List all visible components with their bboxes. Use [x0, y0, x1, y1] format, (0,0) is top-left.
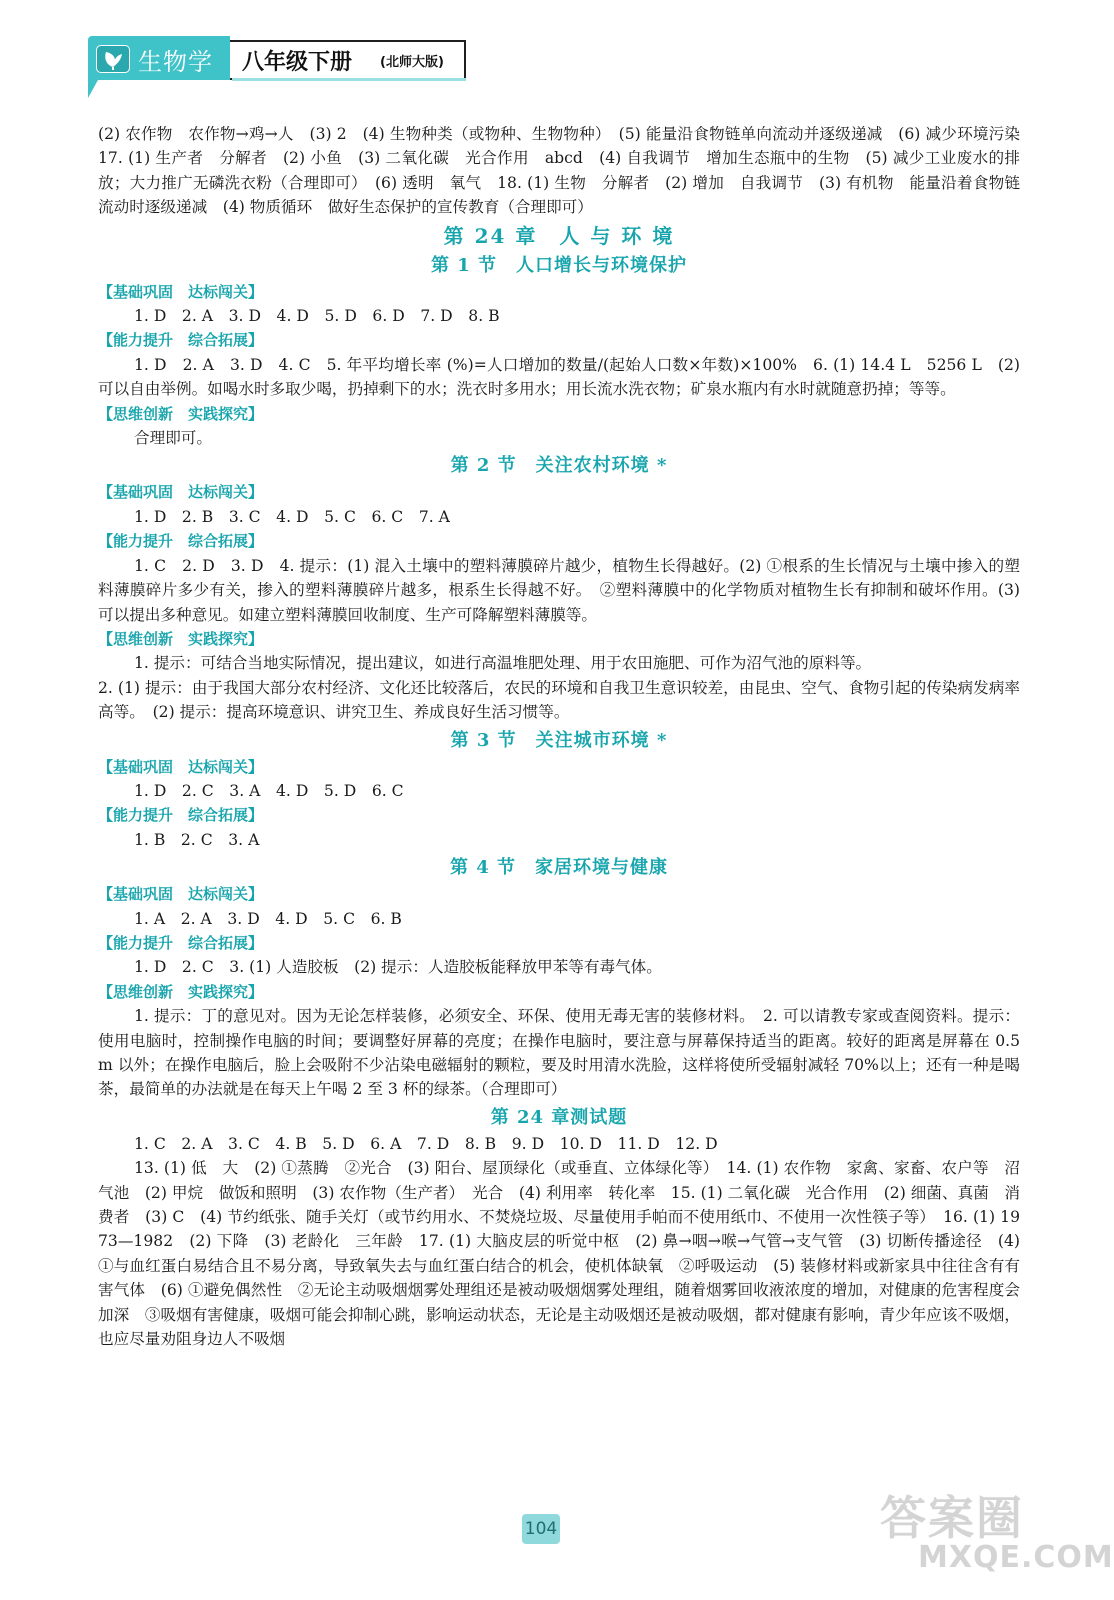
section-2-basic-tag: 【基础巩固 达标闯关】 [98, 483, 264, 502]
section-1-ability-answers: 1. D 2. A 3. D 4. C 5. 年平均增长率 (%)=人口增加的数量/(起始人口数×年数)×100% 6. (1) 14.4 L 5256 L (2) 可以自由举例。如喝水时多取少喝，扔掉剩下的水；洗衣时多用水；用长流水洗衣物；矿泉水瓶内有水时就随意扔掉；等等。 [98, 355, 1020, 399]
section-4-title: 第 4 节 家居环境与健康 [449, 857, 669, 879]
chapter-test-title: 第 24 章测试题 [490, 1106, 628, 1128]
section-4-ability-answers: 1. D 2. C 3. (1) 人造胶板 (2) 提示：人造胶板能释放甲苯等有毒气体。 [134, 958, 662, 977]
header-shadow [232, 78, 466, 81]
section-2-thinking-answer-2: 2. (1) 提示：由于我国大部分农村经济、文化还比较落后，农民的环境和自我卫生意识较差，由昆虫、空气、食物引起的传染病发病率高等。 (2) 提示：提高环境意识、讲究卫生、养成良好生活习惯等。 [98, 678, 1020, 722]
section-3-basic-tag: 【基础巩固 达标闯关】 [98, 757, 264, 776]
section-3-ability-answers: 1. B 2. C 3. A [134, 830, 260, 849]
grade-label: 八年级下册 [242, 50, 353, 75]
watermark-url: MXQE.COM [918, 1540, 1114, 1575]
section-2-ability-answers: 1. C 2. D 3. D 4. 提示：(1) 混入土壤中的塑料薄膜碎片越少，植物生长得越好。(2) ①根系的生长情况与土壤中掺入的塑料薄膜碎片多少有关，掺入的塑料薄膜碎片越多，根系生长得越不好。 ②塑料薄膜中的化学物质对植物生长有抑制和破坏作用。(3) 可以提出多种意见。如建立塑料薄膜回收制度、生产可降解塑料薄膜等。 [98, 556, 1020, 624]
chapter-title: 第 24 章 人 与 环 境 [443, 223, 675, 248]
chapter-test-other-answers: 13. (1) 低 大 (2) ①蒸腾 ②光合 (3) 阳台、屋顶绿化（或垂直、立体绿化等） 14. (1) 农作物 家禽、家畜、农户等 沼气池 (2) 甲烷 做饭和照明 (3) 农作物（生产者） 光合 (4) 利用率 转化率 15. (1) 二氧化碳 光合作用 (2) 细菌、真菌 消费者 (3) C (4) 节约纸张、随手关灯（或节约用水、不焚烧垃圾、尽量使用手帕而不使用纸巾、不使用一次性筷子等） 16. (1) 1973—1982 (2) 下降 (3) 老龄化 三年龄 17. (1) 大脑皮层的听觉中枢 (2) 鼻→咽→喉→气管→支气管 (3) 切断传播途径 (4) ①与血红蛋白易结合且不易分离，导致氧失去与血红蛋白结合的机会，使机体缺氧 ②呼吸运动 (5) 装修材料或新家具中往往含有有害气体 (6) ①避免偶然性 ②无论主动吸烟烟雾处理组还是被动吸烟烟雾处理组，随着烟雾回收液浓度的增加，对健康的危害程度会加深 ③吸烟有害健康，吸烟可能会抑制心跳，影响运动状态，无论是主动吸烟还是被动吸烟，都对健康有影响，青少年应该不吸烟，也应尽量劝阻身边人不吸烟 [98, 1159, 1020, 1349]
section-4-basic-answers: 1. A 2. A 3. D 4. D 5. C 6. B [134, 909, 402, 928]
section-1-thinking-tag: 【思维创新 实践探究】 [98, 404, 264, 423]
section-2-title: 第 2 节 关注农村环境 * [450, 455, 668, 477]
section-2-ability-tag: 【能力提升 综合拓展】 [98, 532, 264, 551]
section-1-basic-answers: 1. D 2. A 3. D 4. D 5. D 6. D 7. D 8. B [134, 307, 500, 326]
section-1-ability-tag: 【能力提升 综合拓展】 [98, 331, 264, 350]
section-2-thinking-tag: 【思维创新 实践探究】 [98, 629, 264, 648]
section-1-basic-tag: 【基础巩固 达标闯关】 [98, 282, 264, 301]
section-2-thinking-answer-1: 1. 提示：可结合当地实际情况，提出建议，如进行高温堆肥处理、用于农田施肥、可作为沼气池的原料等。 [134, 654, 872, 673]
section-4-thinking-answers: 1. 提示：丁的意见对。因为无论怎样装修，必须安全、环保、使用无毒无害的装修材料。 2. 可以请教专家或查阅资料。提示：使用电脑时，控制操作电脑的时间；要调整好屏幕的亮度；在操作电脑时，要注意与屏幕保持适当的距离。较好的距离是屏幕在 0.5 m 以外；在操作电脑后，脸上会吸附不少沾染电磁辐射的颗粒，要及时用清水洗脸，这样将使所受辐射减轻 70%以上；还有一种是喝茶，最简单的办法就是在每天上午喝 2 至 3 杯的绿茶。（合理即可） [98, 1007, 1020, 1099]
subject-tab [88, 36, 230, 80]
section-2-basic-answers: 1. D 2. B 3. C 4. D 5. C 6. C 7. A [134, 507, 450, 526]
watermark-logo-text: 答案圈 [880, 1491, 1024, 1545]
intro-paragraph: (2) 农作物 农作物→鸡→人 (3) 2 (4) 生物种类（或物种、生物物种） (5) 能量沿食物链单向流动并逐级递减 (6) 减少环境污染 17. (1) 生产者 分解者 (2) 小鱼 (3) 二氧化碳 光合作用 abcd (4) 自我调节 增加生态瓶中的生物 (5) 减少工业废水的排放；大力推广无磷洗衣粉（合理即可） (6) 透明 氧气 18. (1) 生物 分解者 (2) 增加 自我调节 (3) 有机物 能量沿着食物链流动时逐级递减 (4) 物质循环 做好生态保护的宣传教育（合理即可） [98, 125, 1036, 217]
tab-tail [88, 80, 98, 98]
page-number: 104 [522, 1514, 560, 1544]
chapter-test-mc-answers: 1. C 2. A 3. C 4. B 5. D 6. A 7. D 8. B 9. D 10. D 11. D 12. D [134, 1134, 718, 1153]
answer-content [98, 122, 1036, 1351]
section-4-ability-tag: 【能力提升 综合拓展】 [98, 933, 264, 952]
section-1-thinking-answers: 合理即可。 [134, 429, 212, 448]
section-1-title: 第 1 节 人口增长与环境保护 [430, 254, 688, 276]
grade-box [230, 40, 466, 80]
section-3-basic-answers: 1. D 2. C 3. A 4. D 5. D 6. C [134, 781, 404, 800]
section-3-ability-tag: 【能力提升 综合拓展】 [98, 806, 264, 825]
section-3-title: 第 3 节 关注城市环境 * [450, 729, 668, 751]
edition-label: (北师大版) [380, 55, 444, 70]
section-4-thinking-tag: 【思维创新 实践探究】 [98, 982, 264, 1001]
subject-name: 生物学 [138, 48, 213, 76]
leaf-icon [96, 45, 130, 73]
page-header [88, 36, 478, 100]
section-4-basic-tag: 【基础巩固 达标闯关】 [98, 885, 264, 904]
